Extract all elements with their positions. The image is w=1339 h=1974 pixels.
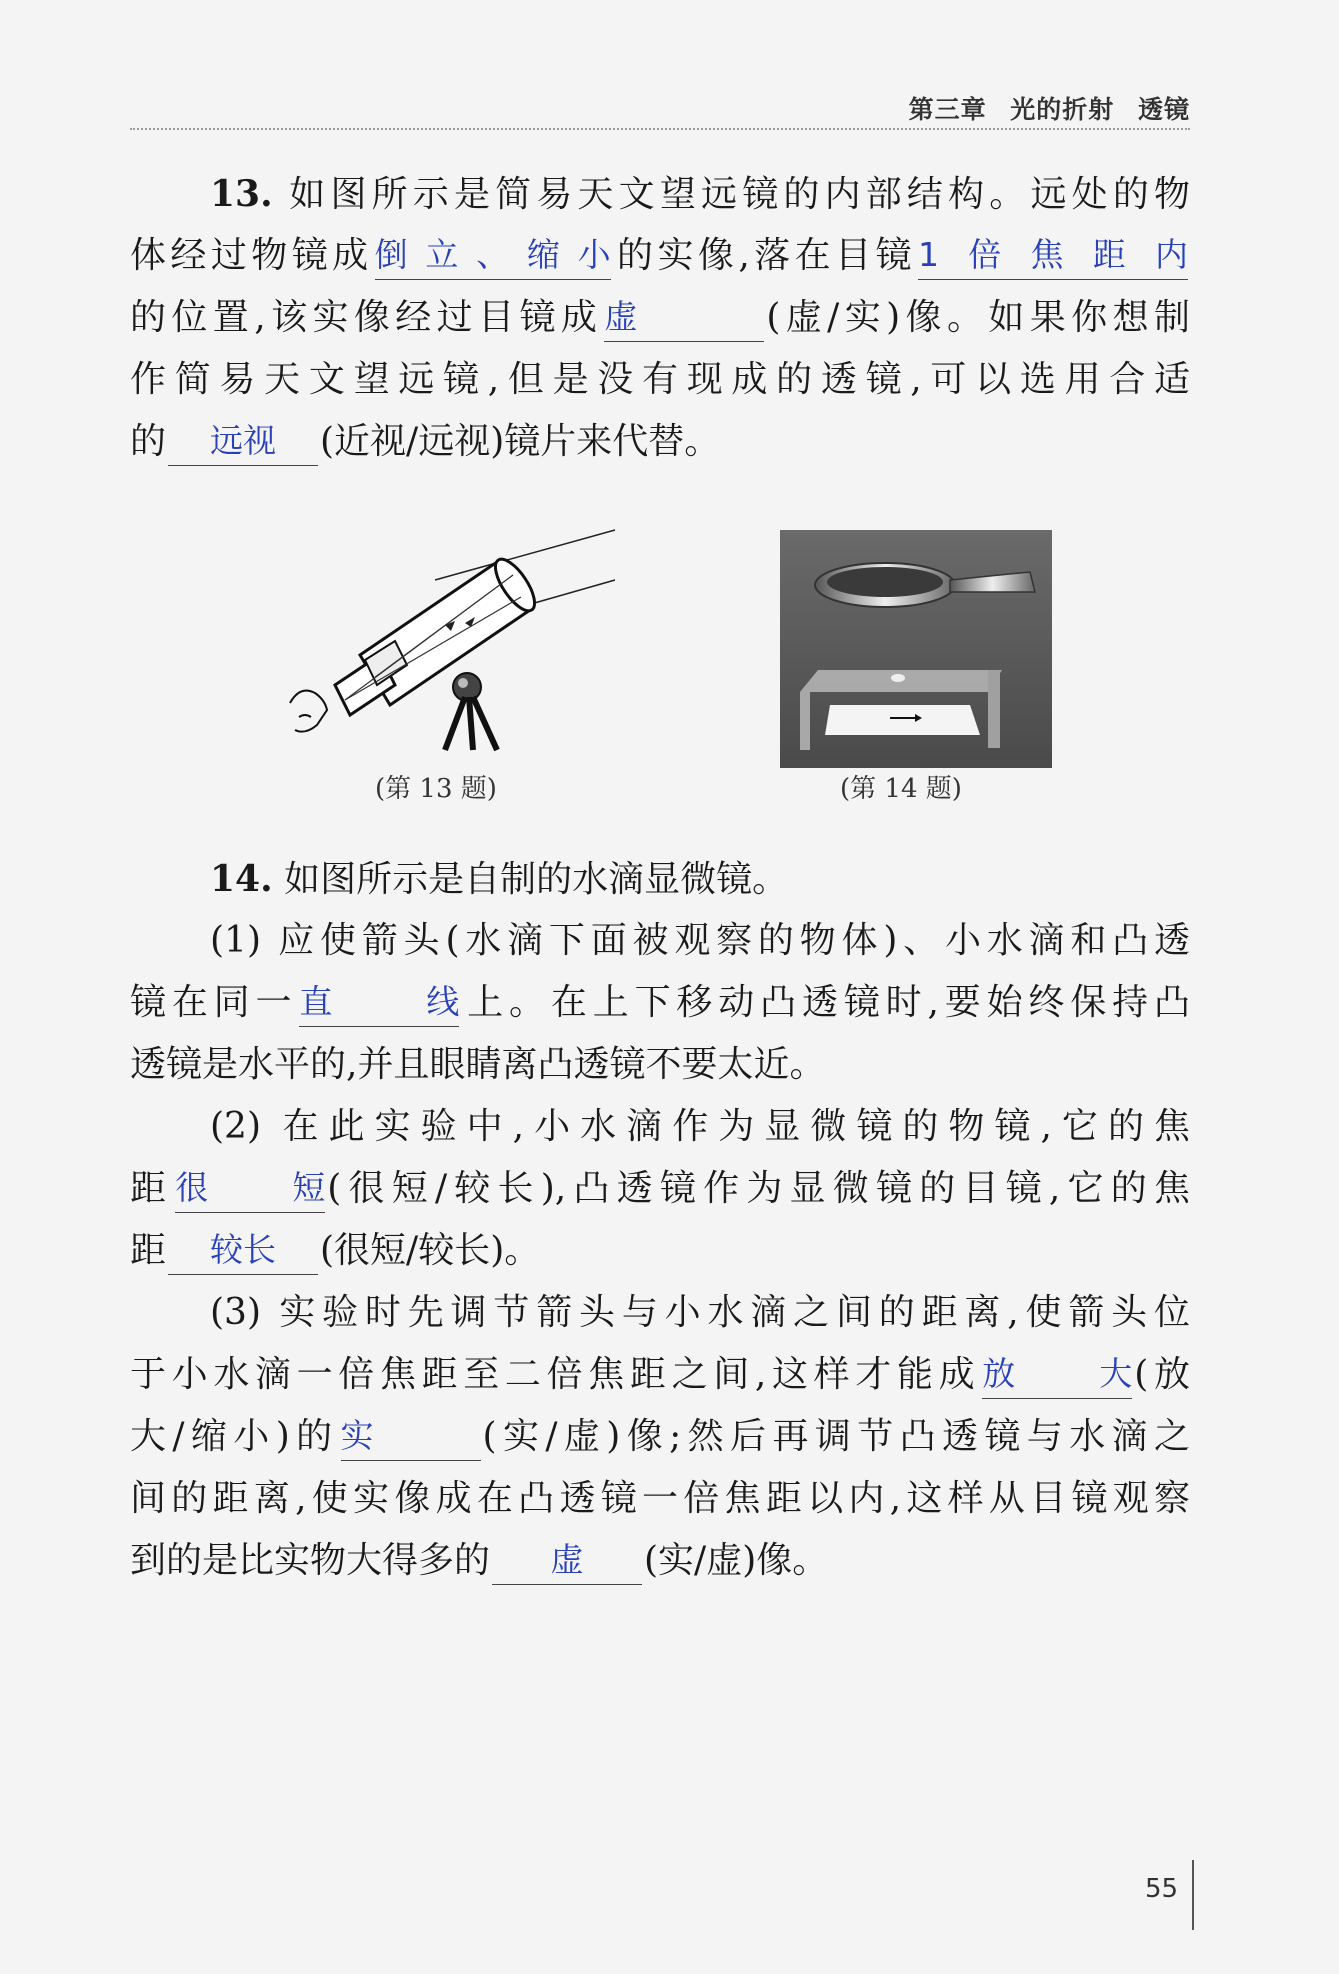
q14-p3-line-2a: 于小水滴一倍焦距至二倍焦距之间,这样才能成 [130,1354,981,1395]
q13-line-2a: 体经过物镜成 [130,235,373,276]
q14-p3-line-1 [130,1289,1190,1337]
q13-line-5b: (近视/远视)镜片来代替。 [320,421,721,462]
q14-p3-line-5 [130,1537,828,1585]
q14-p3-line-3b: (实/虚)像;然后再调节凸透镜与水滴之 [482,1416,1190,1457]
q14-p3-line-3 [130,1413,1190,1461]
q14-p3-line-4-text: 间的距离,使实像成在凸透镜一倍焦距以内,这样从目镜观察 [130,1478,1190,1519]
q13-line-4-text: 作简易天文望远镜,但是没有现成的透镜,可以选用合适 [130,359,1190,400]
q14-blank-3[interactable] [168,1230,318,1275]
q14-p3-line-1-text: (3) 实验时先调节箭头与小水滴之间的距离,使箭头位 [210,1292,1190,1333]
q13-answer-4: 远视 [210,421,277,460]
q14-blank-6[interactable] [492,1540,642,1585]
q13-answer-1: 倒立、缩小 [374,235,611,274]
q14-answer-4: 放大 [982,1354,1133,1393]
q14-p1-line-3-text: 透镜是水平的,并且眼睛离凸透镜不要太近。 [130,1044,826,1085]
q14-p2-line-2a: 距 [130,1168,174,1209]
q13-blank-1[interactable] [375,235,611,280]
q14-blank-4[interactable] [982,1354,1132,1399]
q14-blank-1[interactable] [299,982,459,1027]
q14-p2-line-1 [130,1103,1190,1151]
q13-answer-2: 1倍焦距内 [918,235,1188,274]
q14-p2-line-3a: 距 [130,1230,167,1271]
q14-p2-line-3b: (很短/较长)。 [320,1230,541,1271]
q13-blank-2[interactable] [918,235,1188,280]
q14-blank-2[interactable] [175,1168,325,1213]
figure-13-caption: (第 13 题) [375,774,497,804]
q13-line-3 [130,294,1190,342]
q13-line-3a: 的位置,该实像经过目镜成 [130,297,603,338]
q14-p2-line-2b: (很短/较长),凸透镜作为显微镜的目镜,它的焦 [327,1168,1190,1209]
chapter-title: 第三章 光的折射 透镜 [908,95,1190,124]
page-number: 55 [1145,1874,1179,1904]
q13-answer-3: 虚 [604,297,638,336]
q14-p2-line-3 [130,1227,540,1275]
q14-p2-line-2 [130,1165,1190,1213]
q14-p3-line-2b: (放 [1134,1354,1191,1395]
q13-blank-4[interactable] [168,421,318,466]
q13-line-1 [130,170,1190,219]
q14-answer-5: 实 [340,1416,374,1455]
q14-answer-3: 较长 [210,1230,277,1269]
q14-title-line [130,855,788,904]
q14-p1-line-2a: 镜在同一 [130,982,298,1023]
q13-line-3b: (虚/实)像。如果你想制 [766,297,1190,338]
page-edge-bar [1192,1860,1194,1930]
telescope-figure [285,525,625,755]
q14-p3-line-5a: 到的是比实物大得多的 [130,1540,491,1581]
running-header [130,88,1190,130]
q14-p1-line-1-text: (1) 应使箭头(水滴下面被观察的物体)、小水滴和凸透 [210,920,1190,961]
q14-title: 如图所示是自制的水滴显微镜。 [272,859,789,900]
q14-blank-5[interactable] [341,1416,481,1461]
q13-line-5a: 的 [130,421,167,462]
q13-line-2 [130,232,1190,280]
q13-blank-3[interactable] [604,297,764,342]
q14-p1-line-3 [130,1041,825,1089]
q14-p3-line-5b: (实/虚)像。 [644,1540,829,1581]
q13-number: 13. [210,173,273,215]
q14-p3-line-3a: 大/缩小)的 [130,1416,339,1457]
q14-answer-6: 虚 [550,1540,584,1579]
q14-p1-line-2b: 上。在上下移动凸透镜时,要始终保持凸 [461,982,1190,1023]
q14-p1-line-2 [130,979,1190,1027]
q14-p3-line-4 [130,1475,1190,1523]
q13-line-4 [130,356,1190,404]
microscope-figure [780,530,1052,768]
q14-p3-line-2 [130,1351,1190,1399]
q14-number: 14. [210,858,273,900]
q14-answer-1: 直线 [299,982,460,1021]
q14-answer-2: 很短 [175,1168,326,1207]
q13-line-1-text: 如图所示是简易天文望远镜的内部结构。远处的物 [272,174,1190,215]
figure-14-caption: (第 14 题) [840,774,962,804]
q13-line-2b: 的实像,落在目镜 [612,235,916,276]
q14-p2-line-1-text: (2) 在此实验中,小水滴作为显微镜的物镜,它的焦 [210,1106,1190,1147]
q13-line-5 [130,418,720,466]
q14-p1-line-1 [130,917,1190,965]
